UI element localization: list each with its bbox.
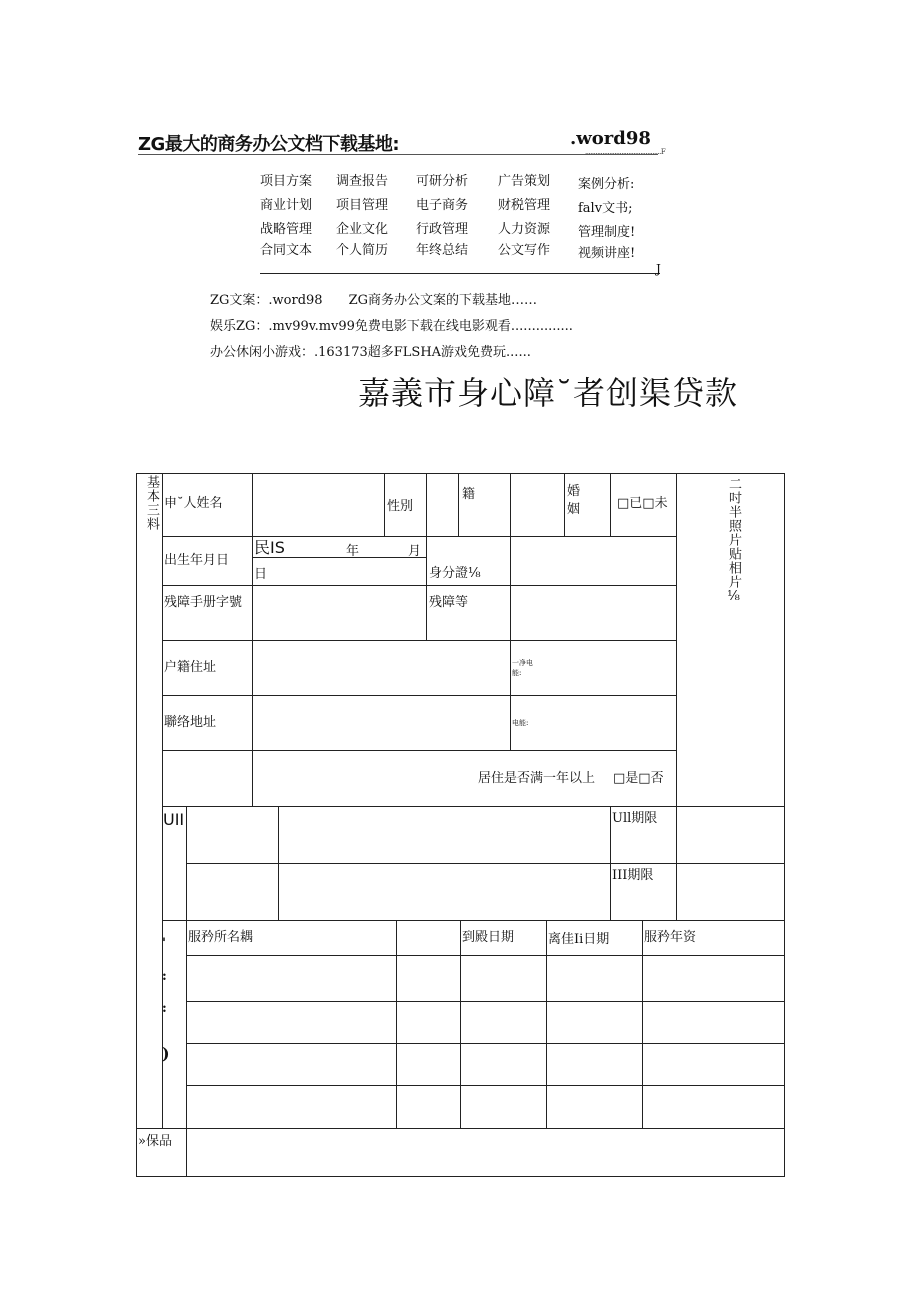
household-address-label: 户籍住址 bbox=[164, 660, 217, 675]
gender-label: 性別 bbox=[387, 499, 414, 514]
header-rule bbox=[138, 154, 658, 155]
document-title: 嘉義市身心障˘者创渠贷款 bbox=[358, 374, 739, 412]
phone-label-1: 一净电能: bbox=[512, 659, 533, 677]
id-number-label: 身分證⅛ bbox=[429, 566, 481, 581]
row-lll-period: III期限 bbox=[612, 868, 654, 883]
applicant-name-label: 申˘人姓名 bbox=[164, 496, 223, 511]
service-name-header: 服矜所名耦 bbox=[188, 930, 254, 945]
residence-options[interactable]: □是□否 bbox=[613, 771, 664, 786]
category-grid bbox=[260, 170, 660, 274]
birth-year: 年 bbox=[346, 544, 360, 559]
left-mark-4: ) bbox=[162, 1044, 170, 1063]
category-item[interactable]: 个人简历 bbox=[336, 243, 389, 258]
category-item[interactable]: 公文写作 bbox=[498, 243, 551, 258]
photo-label: 二吋半照片贴相片⅛ bbox=[726, 477, 741, 605]
native-label: 籍 bbox=[462, 487, 476, 502]
category-item[interactable]: 财税管理 bbox=[498, 198, 551, 213]
category-item[interactable]: 案例分析: bbox=[578, 177, 635, 192]
contact-address-label: 聯络地址 bbox=[164, 715, 217, 730]
marital-options[interactable]: □已□未 bbox=[617, 496, 668, 511]
left-mark-3: : bbox=[162, 1001, 167, 1016]
link-line-1[interactable]: ZG文案：.word98 ZG商务办公文案的下载基地…… bbox=[210, 293, 537, 308]
marital-label: 婚姻 bbox=[567, 484, 581, 517]
phone-label-2: 电能: bbox=[512, 719, 529, 727]
category-item[interactable]: 商业计划 bbox=[260, 198, 313, 213]
leave-date-header: 离佳Ii日期 bbox=[548, 932, 610, 947]
grid-rule bbox=[260, 273, 660, 274]
left-mark-2: : bbox=[162, 969, 167, 984]
category-item[interactable]: 人力资源 bbox=[498, 222, 551, 237]
category-item[interactable]: 管理制度! bbox=[578, 225, 636, 240]
birth-prefix: 民IS bbox=[254, 538, 285, 557]
disability-level-label: 残障等 bbox=[429, 595, 469, 610]
residence-question: 居住是否满一年以上 bbox=[478, 771, 596, 786]
category-item[interactable]: 战略管理 bbox=[260, 222, 313, 237]
applicant-name-field[interactable] bbox=[252, 473, 384, 536]
category-item[interactable]: 项目管理 bbox=[336, 198, 389, 213]
header-dots: ............................................F bbox=[585, 148, 666, 156]
section-basic-label: 基本三料 bbox=[144, 475, 159, 531]
grid-end-mark: J bbox=[656, 262, 661, 276]
guarantor-label: »保品 bbox=[138, 1134, 172, 1149]
category-item[interactable]: 可研分析 bbox=[416, 174, 469, 189]
link-line-2[interactable]: 娱乐ZG：.mv99v.mv99免费电影下载在线电影观看............... bbox=[210, 319, 573, 334]
application-form bbox=[136, 473, 786, 1177]
category-item[interactable]: falv文书; bbox=[578, 201, 633, 216]
left-mark-1: ' bbox=[162, 936, 166, 951]
row-ul-period: Ull期限 bbox=[612, 811, 658, 826]
category-item[interactable]: 视频讲座! bbox=[578, 246, 636, 261]
birth-month: 月 bbox=[408, 544, 422, 559]
category-item[interactable]: 合同文本 bbox=[260, 243, 313, 258]
row-ul-label: UII bbox=[163, 810, 185, 829]
category-item[interactable]: 电子商务 bbox=[416, 198, 469, 213]
service-years-header: 服矜年资 bbox=[644, 930, 697, 945]
category-item[interactable]: 年终总结 bbox=[416, 243, 469, 258]
category-item[interactable]: 项目方案 bbox=[260, 174, 313, 189]
disability-book-label: 残障手册字號 bbox=[164, 595, 243, 610]
category-item[interactable]: 行政管理 bbox=[416, 222, 469, 237]
category-item[interactable]: 企业文化 bbox=[336, 222, 389, 237]
arrival-date-header: 到殿日期 bbox=[462, 930, 515, 945]
header-site[interactable]: .word98 bbox=[570, 128, 651, 149]
category-item[interactable]: 广告策划 bbox=[498, 174, 551, 189]
header-title: ZG最大的商务办公文档下载基地: bbox=[138, 134, 400, 155]
category-item[interactable]: 调查报告 bbox=[336, 174, 389, 189]
birth-date-label: 出生年月日 bbox=[164, 553, 230, 568]
birth-day: 日 bbox=[254, 567, 268, 582]
link-line-3[interactable]: 办公休闲小游戏：.163173超多FLSHA游戏免费玩...... bbox=[210, 345, 531, 360]
